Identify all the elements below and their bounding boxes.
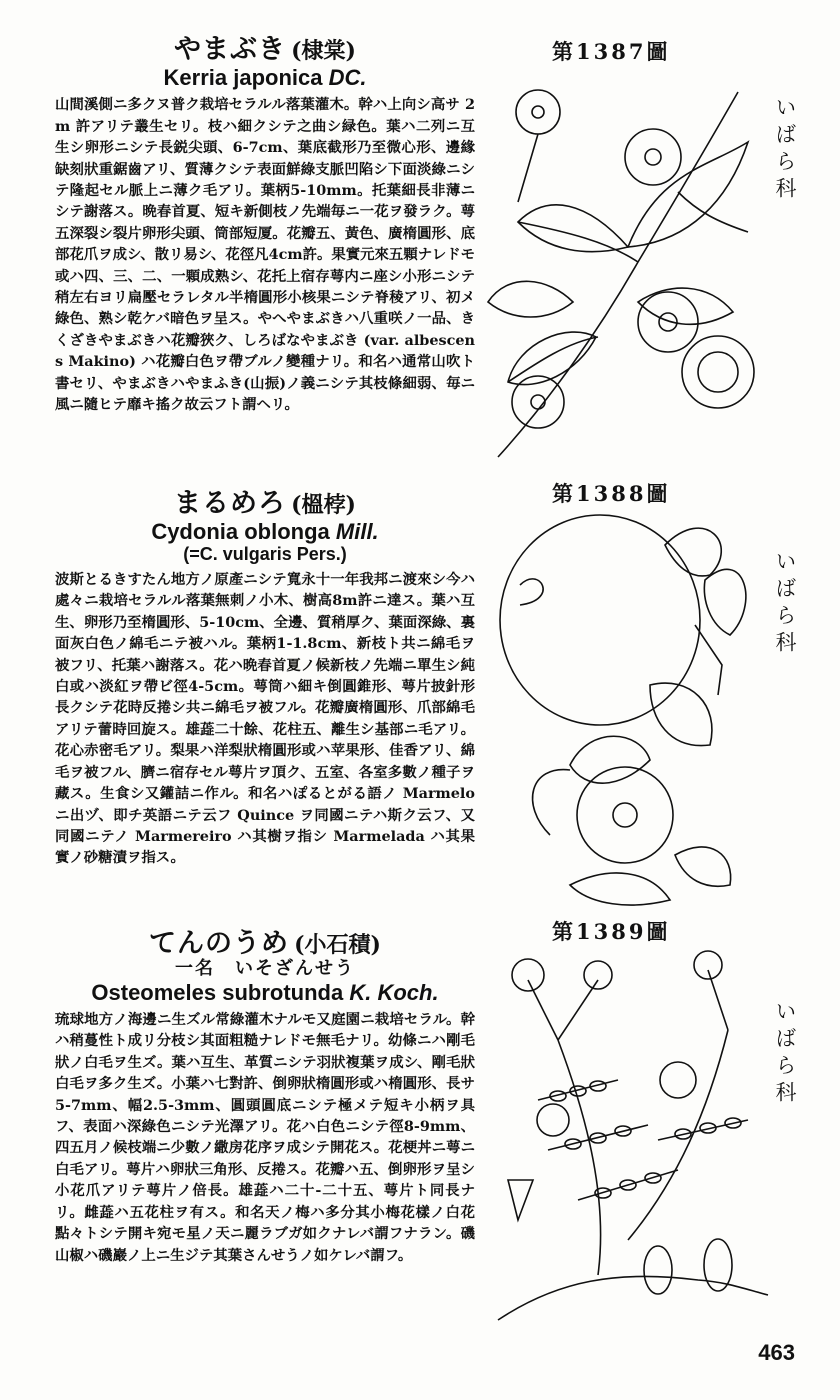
quince-flower (577, 767, 673, 863)
entry-osteomeles (55, 928, 475, 1266)
quince-illustration (490, 505, 760, 915)
page-number: 463 (758, 1340, 795, 1365)
entry-heading (55, 928, 475, 1005)
scientific-name (55, 519, 475, 544)
scientific-author: DC. (328, 65, 367, 91)
kanji-name: (榲桲) (291, 492, 356, 518)
figure-label-1388: 第1388圖 (552, 481, 671, 506)
scientific-genus: Cydonia oblonga (151, 519, 330, 545)
kanji-name: (棣棠) (291, 38, 356, 64)
entry-heading (55, 488, 475, 565)
figure-label-1387: 第1387圖 (552, 39, 671, 64)
scientific-author: Mill. (335, 519, 379, 545)
japanese-name: まるめろ (174, 488, 287, 519)
entry-body: 波斯とるきすたん地方ノ原產ニシテ寬永十一年我邦ニ渡來シ今ハ處々ニ栽培セラルル落葉無刺ノ小木、樹高8m許ニ達ス。葉ハ互生、卵形乃至楕圓形、5-10cm、全邊、質稍厚ク、葉面深綠、裏面灰白色ノ綿毛ニテ被ハル。葉柄1-1.8cm、新枝ト共ニ綿毛ヲ被フリ、托葉ハ謝落ス。花ハ晩春首夏ノ候新枝ノ先端ニ單生シ純白或ハ淡紅ヲ帶ビ徑4-5cm。萼筒ハ細キ倒圓錐形、萼片披針形長クシテ花時反捲シ共ニ綿毛ヲ被フル。花瓣廣楕圓形、爪部綿毛アリテ蕾時回旋ス。雄蕋二十餘、花柱五、離生シ基部ニ毛アリ。花心赤密毛アリ。梨果ハ洋梨狀楕圓形或ハ苹果形、佳香アリ、綿毛ヲ被フル、臍ニ宿存セル萼片ヲ頂ク、五室、各室多數ノ種子ヲ藏ス。生食シ又鑵詰ニ作ル。和名ハぽるとがる語ノ Marmelo ニ出ヅ、即チ英語ニテ云フ Quince ヲ同國ニテハ斯ク云フ、又同國ニテノ Marmereiro ハ其樹ヲ指シ Marmelada ハ其果實ノ砂糖漬ヲ指ス。 (55, 571, 475, 867)
entry-body: 山間溪側ニ多クヌ普ク栽培セラルル落葉灌木。幹ハ上向シ高サ 2m 許アリテ叢生セリ。枝ハ細クシテ之曲シ緑色。葉ハ二列ニ互生シ卵形ニシテ長鋭尖頭、6-7cm、葉底截形乃至微心形、邊緣缺刻狀重鋸齒アリ、質薄クシテ表面鮮綠支脈凹陷シ下面淡綠ニシテ隆起セル脈上ニ薄ク毛アリ。葉柄5-10mm。托葉細長非薄ニシテ謝落ス。晩春首夏、短キ新側枝ノ先端毎ニ一花ヲ發ラク。萼五深裂シ裂片卵形尖頭、筒部短厦。花瓣五、黃色、廣楕圓形、底部花爪ヲ成シ、散リ易シ、花徑凡4cm許。果實元來五顆ナレドモ或ハ四、三、二、一顆成熟シ、花托上宿存萼内ニ座シ小形ニシテ稍左右ヨリ扁壓セラレタル半楕圓形小核果ニシテ脊稜アリ、初メ綠色、熟シ乾ケバ暗色ヲ呈ス。やへやまぶきハ八重咲ノ一品、きくざきやまぶきハ花瓣狹ク、しろばなやまぶき (var. albescens Makino) ハ花瓣白色ヲ帶ブルノ變種ナリ。和名ハ通常山吹ト書セリ、やまぶきハやまふき(山振)ノ義ニシテ其枝條細弱、毎ニ風ニ隨ヒテ靡キ搖ク故云フト謂ヘリ。 (55, 96, 475, 414)
family-label: いばら科 (773, 1000, 797, 1108)
japanese-name: やまぶき (174, 34, 287, 65)
figure-label-1389: 第1389圖 (552, 919, 671, 944)
kanji-name: (小石積) (294, 932, 381, 958)
entry-body: 琉球地方ノ海邊ニ生ズル常綠灌木ナルモ又庭園ニ栽培セラル。幹ハ稍蔓性ト成リ分枝シ其面粗糙ナレドモ無毛ナリ。幼條ニハ剛毛狀ノ白毛ヲ生ズ。葉ハ互生、革質ニシテ羽狀複葉ヲ成シ、剛毛狀白毛ヲ多ク生ズ。小葉ハ七對許、倒卵狀楕圓形或ハ楕圓形、長サ5-7mm、幅2.5-3mm、圓頭圓底ニシテ極メテ短キ小柄ヲ具フ、表面ハ深綠色ニシテ光澤アリ。花ハ白色ニシテ徑8-9mm、四五月ノ候枝端ニ少數ノ繖房花序ヲ成シテ開花ス。花梗丼ニ萼ニ白毛アリ。萼片ハ卵狀三角形、反捲ス。花瓣ハ五、倒卵形ヲ呈シ小花爪アリテ萼片ノ倍長。雄蕋ハ二十-二十五、萼片ト同長ナリ。雌蕋ハ五花柱ヲ有ス。和名天ノ梅ハ多分其小梅花樣ノ白花點々トシテ開キ宛モ星ノ天ニ麗ラブガ如クナレバ謂フナラン。磯山椒ハ磯巖ノ上ニ生ジテ其葉さんせうノ如ケレバ謂フ。 (55, 1011, 475, 1264)
scientific-author: K. Koch. (349, 979, 439, 1005)
scientific-name (55, 980, 475, 1005)
alternate-name: 一名 いそざんせう (175, 958, 355, 980)
entry-heading (55, 34, 475, 90)
entry-kerria (55, 34, 475, 415)
japanese-name: てんのうめ (149, 928, 290, 959)
synonym: (=C. vulgaris Pers.) (183, 544, 347, 565)
quince-fruit (500, 515, 700, 725)
family-label: いばら科 (773, 96, 797, 204)
entry-cydonia (55, 488, 475, 869)
scientific-genus: Kerria japonica (163, 65, 323, 91)
family-label: いばら科 (773, 550, 797, 658)
kerria-illustration (478, 72, 768, 467)
osteomeles-illustration (478, 940, 778, 1330)
scientific-genus: Osteomeles subrotunda (91, 979, 344, 1005)
scientific-name (55, 65, 475, 90)
